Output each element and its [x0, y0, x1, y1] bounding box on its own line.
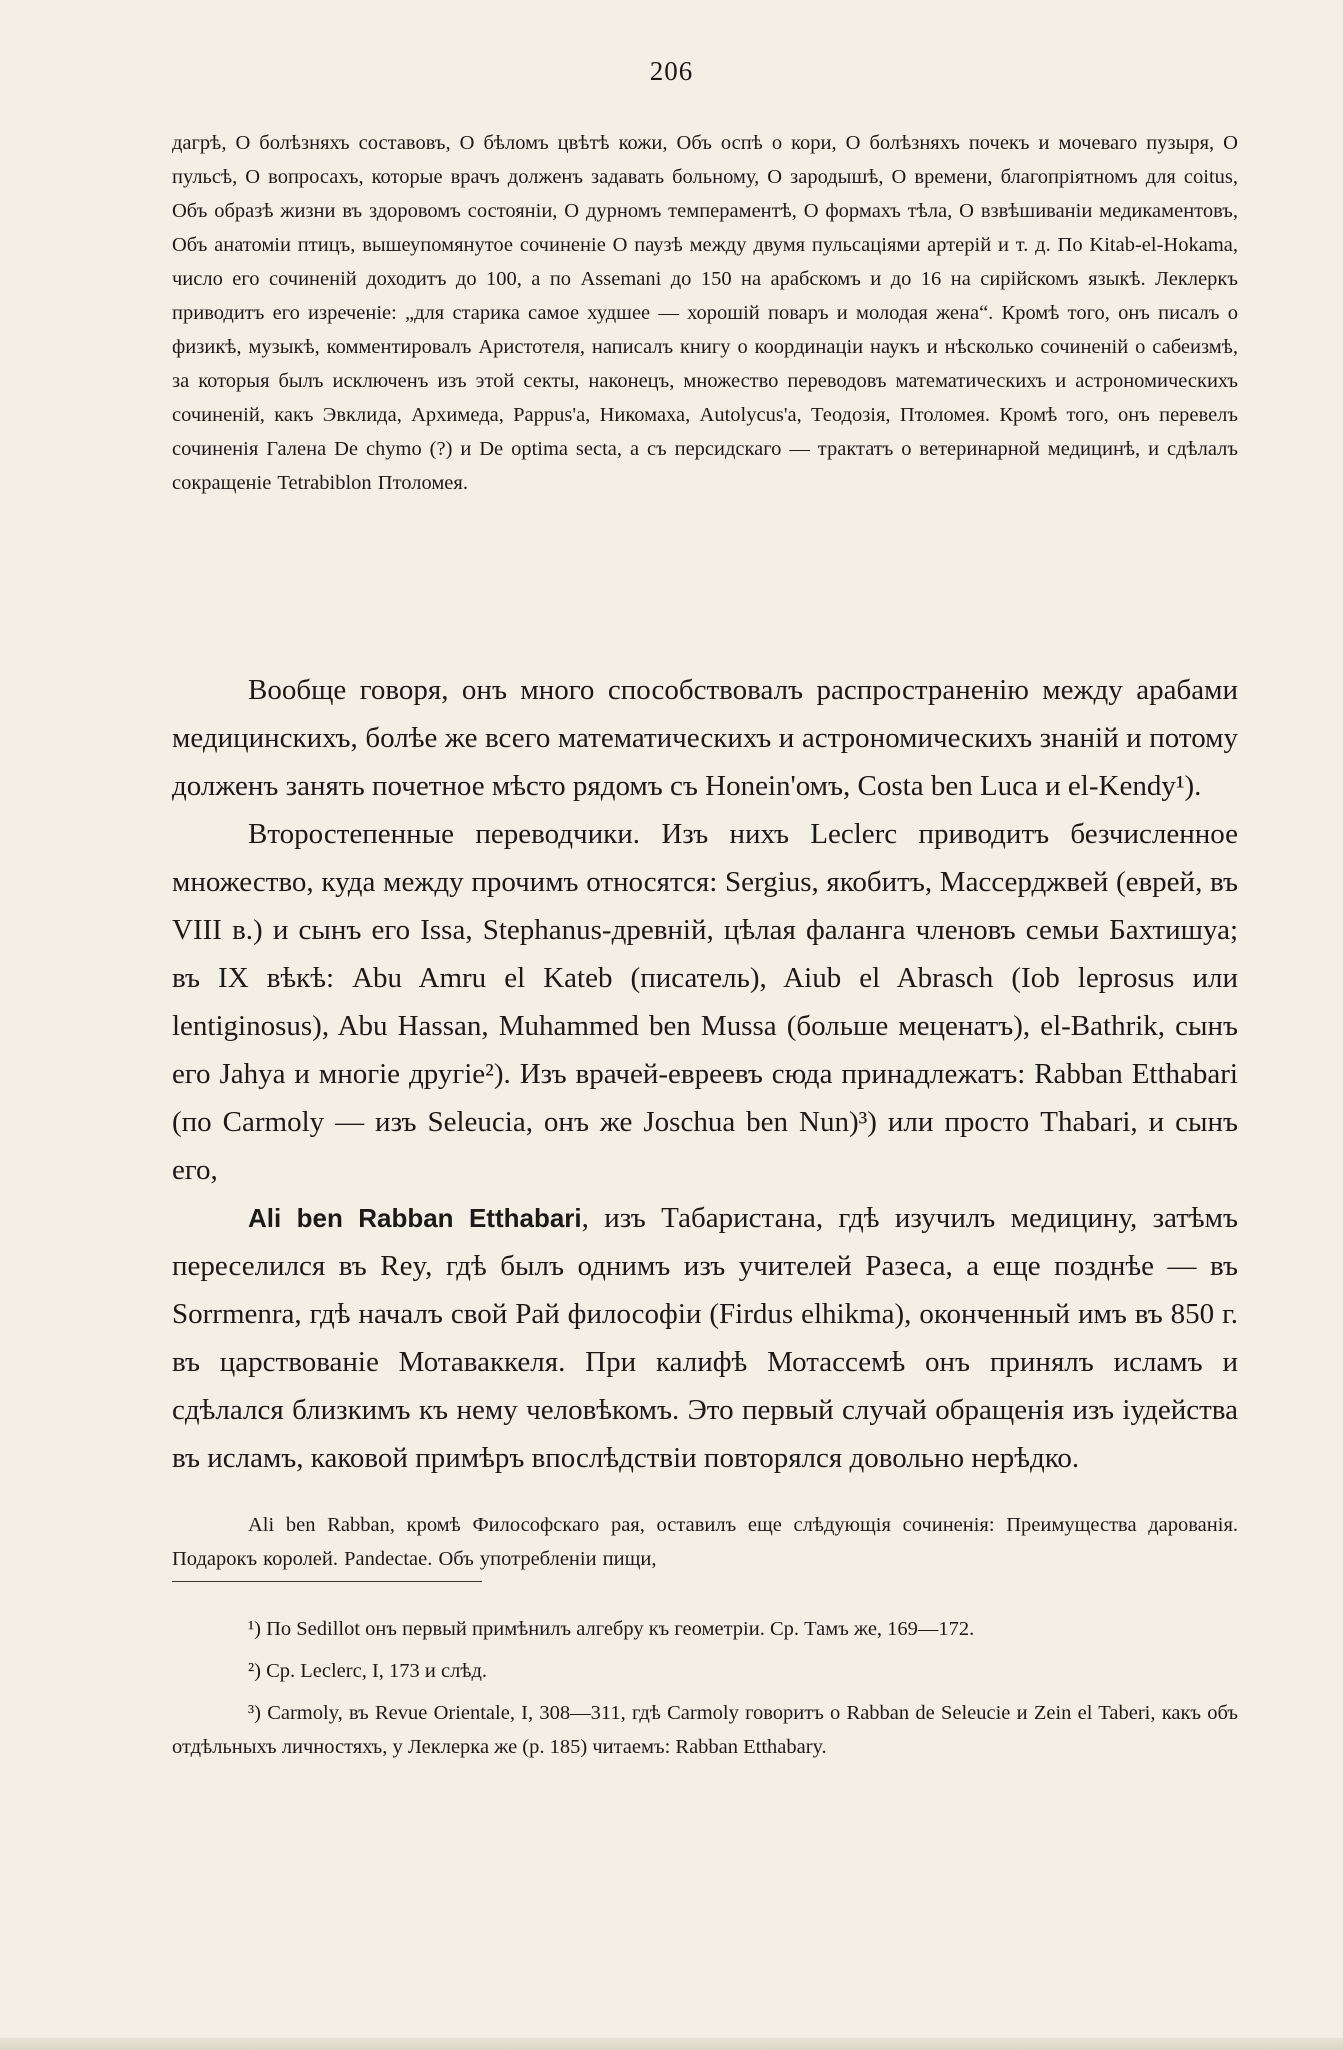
ali-ben-rabban-text: , изъ Табаристана, гдѣ изучилъ медицину, затѣмъ переселился въ Rey, гдѣ былъ однимъ изъ учителей Разеса, а еще позднѣе — въ Sorrmenra, гдѣ началъ свой Рай философіи (Firdus elhikma), оконченный имъ въ 850 г. въ царствованіе Мотаваккеля. При калифѣ Мотассемѣ онъ принялъ исламъ и сдѣлался близкимъ къ нему человѣкомъ. Это первый случай обращенія изъ іудейства въ исламъ, каковой примѣръ впослѣдствіи повторялся довольно нерѣдко. [172, 1202, 1238, 1474]
footnotes [172, 1612, 1238, 1772]
ali-ben-rabban-paragraph [172, 1194, 1238, 1482]
secondary-translators-paragraph: Второстепенные переводчики. Изъ нихъ Leclerc приводитъ безчисленное множество, куда между прочимъ относятся: Sergius, якобитъ, Массерджвей (еврей, въ VIII в.) и сынъ его Issa, Stephanus-древній, цѣлая фаланга членовъ семьи Бахтишуа; въ IX вѣкѣ: Abu Amru el Kateb (писатель), Aiub el Abrasch (Iob leprosus или lentiginosus), Abu Hassan, Muhammed ben Mussa (больше меценатъ), el-Bathrik, сынъ его Jahya и многіе другіе²). Изъ врачей-евреевъ сюда принадлежатъ: Rabban Etthabari (по Carmoly — изъ Seleucia, онъ же Joschua ben Nun)³) или просто Thabari, и сынъ его, [172, 818, 1238, 1186]
works-paragraph [172, 1508, 1238, 1576]
footnote-divider [172, 1581, 482, 1582]
summary-paragraph: Вообще говоря, онъ много способствовалъ распространенію между арабами медицинскихъ, болѣе же всего математическихъ и астрономическихъ знаній и потому долженъ занять почетное мѣсто рядомъ съ Honein'омъ, Costa ben Luca и el-Kendy¹). [172, 674, 1238, 802]
footnote-2: ²) Ср. Leclerc, I, 173 и слѣд. [248, 1660, 488, 1682]
works-paragraph-text: Ali ben Rabban, кромѣ Философскаго рая, оставилъ еще слѣдующія сочиненія: Преимущества дарованія. Подарокъ королей. Pandectae. Объ употребленіи пищи, [172, 1514, 1238, 1570]
footnote-3: ³) Carmoly, въ Revue Orientale, I, 308—311, гдѣ Carmoly говоритъ о Rabban de Seleucie и Zein el Taberi, какъ объ отдѣльныхъ личностяхъ, у Леклерка же (p. 185) читаемъ: Rabban Etthabary. [172, 1702, 1238, 1758]
scan-edge [0, 2038, 1343, 2050]
main-text [172, 666, 1238, 1482]
footnote-1: ¹) По Sedillot онъ первый примѣнилъ алгебру къ геометріи. Ср. Тамъ же, 169—172. [248, 1618, 975, 1640]
ali-ben-rabban-heading: Ali ben Rabban Etthabari [248, 1203, 582, 1233]
continuation-paragraph-text: дагрѣ, О болѣзняхъ составовъ, О бѣломъ цвѣтѣ кожи, Объ оспѣ о кори, О болѣзняхъ почекъ и мочеваго пузыря, О пульсѣ, О вопросахъ, которые врачъ долженъ задавать больному, О зародышѣ, О времени, благопріятномъ для coitus, Объ образѣ жизни въ здоровомъ состояніи, О дурномъ темпераментѣ, О формахъ тѣла, О взвѣшиваніи медикаментовъ, Объ анатоміи птицъ, вышеупомянутое сочиненіе О паузѣ между двумя пульсаціями артерій и т. д. По Kitab-el-Hokama, число его сочиненій доходитъ до 100, а по Assemani до 150 на арабскомъ и до 16 на сирійскомъ языкѣ. Леклеркъ приводитъ его изреченіе: „для старика самое худшее — хорошій поваръ и молодая жена“. Кромѣ того, онъ писалъ о физикѣ, музыкѣ, комментировалъ Аристотеля, написалъ книгу о координаціи наукъ и нѣсколько сочиненій о сабеизмѣ, за которыя былъ исключенъ изъ этой секты, наконецъ, множество переводовъ математическихъ и астрономическихъ сочиненій, какъ Эвклида, Архимеда, Pappus'а, Никомаха, Autolycus'а, Теодозія, Птоломея. Кромѣ того, онъ перевелъ сочиненія Галена De chymo (?) и De optima secta, а съ персидскаго — трактатъ о ветеринарной медицинѣ, и сдѣлалъ сокращеніе Tetrabiblon Птоломея. [172, 132, 1238, 494]
page-number: 206 [649, 56, 694, 86]
continuation-paragraph [172, 126, 1238, 500]
